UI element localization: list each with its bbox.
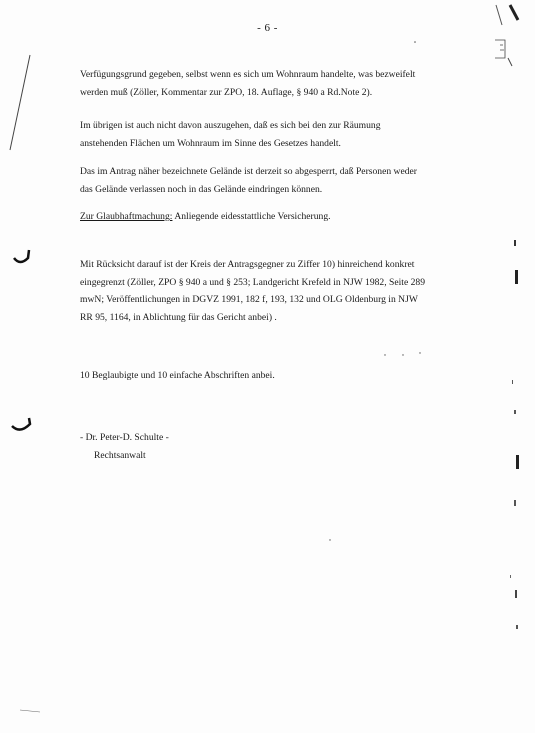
- text-line: Das im Antrag näher bezeichnete Gelände ist derzeit so abgesperrt, daß Personen weder: [80, 166, 417, 177]
- paragraph-wohnraum: [80, 117, 480, 152]
- text-line: 10 Beglaubigte und 10 einfache Abschriften anbei.: [80, 370, 275, 381]
- signature-title: Rechtsanwalt: [94, 449, 146, 461]
- text-line: [80, 208, 480, 226]
- text-line: RR 95, 1164, in Ablichtung für das Gericht anbei) .: [80, 311, 277, 323]
- text-line: das Gelände verlassen noch in das Gelände eindringen können.: [80, 183, 323, 195]
- paragraph-verfuegungsgrund: [80, 66, 480, 101]
- glaubhaftmachung-text: Anliegende eidesstattliche Versicherung.: [172, 211, 331, 222]
- text-line: Im übrigen ist auch nicht davon auszugehen, daß es sich bei den zur Räumung: [80, 120, 381, 131]
- paragraph-glaubhaftmachung: [80, 208, 480, 226]
- text-line: Mit Rücksicht darauf ist der Kreis der Antragsgegner zu Ziffer 10) hinreichend konkret: [80, 259, 415, 270]
- page-number: - 6 -: [257, 22, 278, 34]
- text-line: anstehenden Flächen um Wohnraum im Sinne des Gesetzes handelt.: [80, 137, 341, 149]
- text-line: mwN; Veröffentlichungen in DGVZ 1991, 182 f, 193, 132 und OLG Oldenburg in NJW: [80, 294, 418, 305]
- paragraph-gelaende: [80, 163, 480, 198]
- text-line: Verfügungsgrund gegeben, selbst wenn es sich um Wohnraum handelte, was bezweifelt: [80, 69, 416, 80]
- glaubhaftmachung-heading: Zur Glaubhaftmachung:: [80, 211, 173, 222]
- text-line: eingegrenzt (Zöller, ZPO § 940 a und § 253; Landgericht Krefeld in NJW 1982, Seite 289: [80, 276, 425, 288]
- signature-block: [80, 429, 480, 464]
- text-line: werden muß (Zöller, Kommentar zur ZPO, 18. Auflage, § 940 a Rd.Note 2).: [80, 86, 373, 98]
- signature-name: - Dr. Peter-D. Schulte -: [80, 432, 169, 443]
- paragraph-antragsgegner: [80, 256, 480, 326]
- paragraph-abschriften: [80, 367, 480, 385]
